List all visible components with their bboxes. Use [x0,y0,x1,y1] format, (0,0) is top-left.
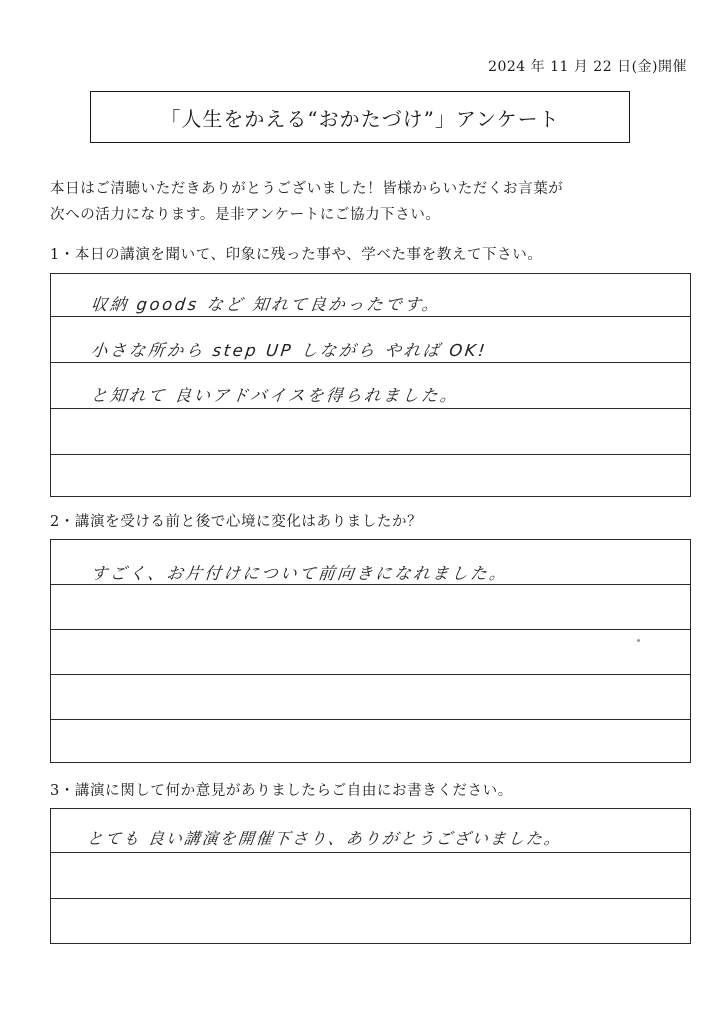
event-date: 2024 年 11 月 22 日(金)開催 [488,59,687,75]
paper-speck [637,639,640,642]
answer-2-line-2-divider [51,629,690,630]
answer-1-line-3-divider [51,408,690,409]
answer-3-line-2-divider [51,898,690,899]
question-2-label: 2・講演を受ける前と後で心境に変化はありましたか？ [50,514,423,530]
intro-line-2: 次への活力になります。是非アンケートにご協力下さい。 [50,207,441,223]
answer-2-line-3-divider [51,674,690,675]
answer-1-line-4-divider [51,454,690,455]
answer-box-2[interactable] [50,539,691,763]
answer-1-line-2-divider [51,362,690,363]
handwritten-answer-1-2: 小さな所から step UP しながら やれば OK! [89,341,489,360]
answer-2-line-1-divider [51,584,690,585]
intro-text [50,176,690,228]
answer-3-line-1-divider [51,852,690,853]
handwritten-answer-2-1: すごく、お片付けについて前向きになれました。 [89,564,510,583]
survey-title: 「人生をかえる“おかたづけ”」アンケート [90,91,630,143]
question-3-label: 3・講演に関して何か意見がありましたらご自由にお書きください。 [50,783,513,799]
answer-1-line-1-divider [51,316,690,317]
answer-box-1[interactable] [50,273,691,497]
handwritten-answer-3-1: とても 良い講演を開催下さり、ありがとうございました。 [85,829,563,848]
handwritten-answer-1-3: と知れて 良いアドバイスを得られました。 [89,386,461,405]
question-1-label: 1・本日の講演を聞いて、印象に残った事や、学べた事を教えて下さい。 [50,247,543,263]
intro-line-1: 本日はご清聴いただきありがとうございました！皆様からいただくお言葉が [50,181,564,197]
answer-2-line-4-divider [51,719,690,720]
answer-box-3[interactable] [50,808,691,944]
handwritten-answer-1-1: 収納 goods など 知れて良かったです。 [89,295,442,314]
